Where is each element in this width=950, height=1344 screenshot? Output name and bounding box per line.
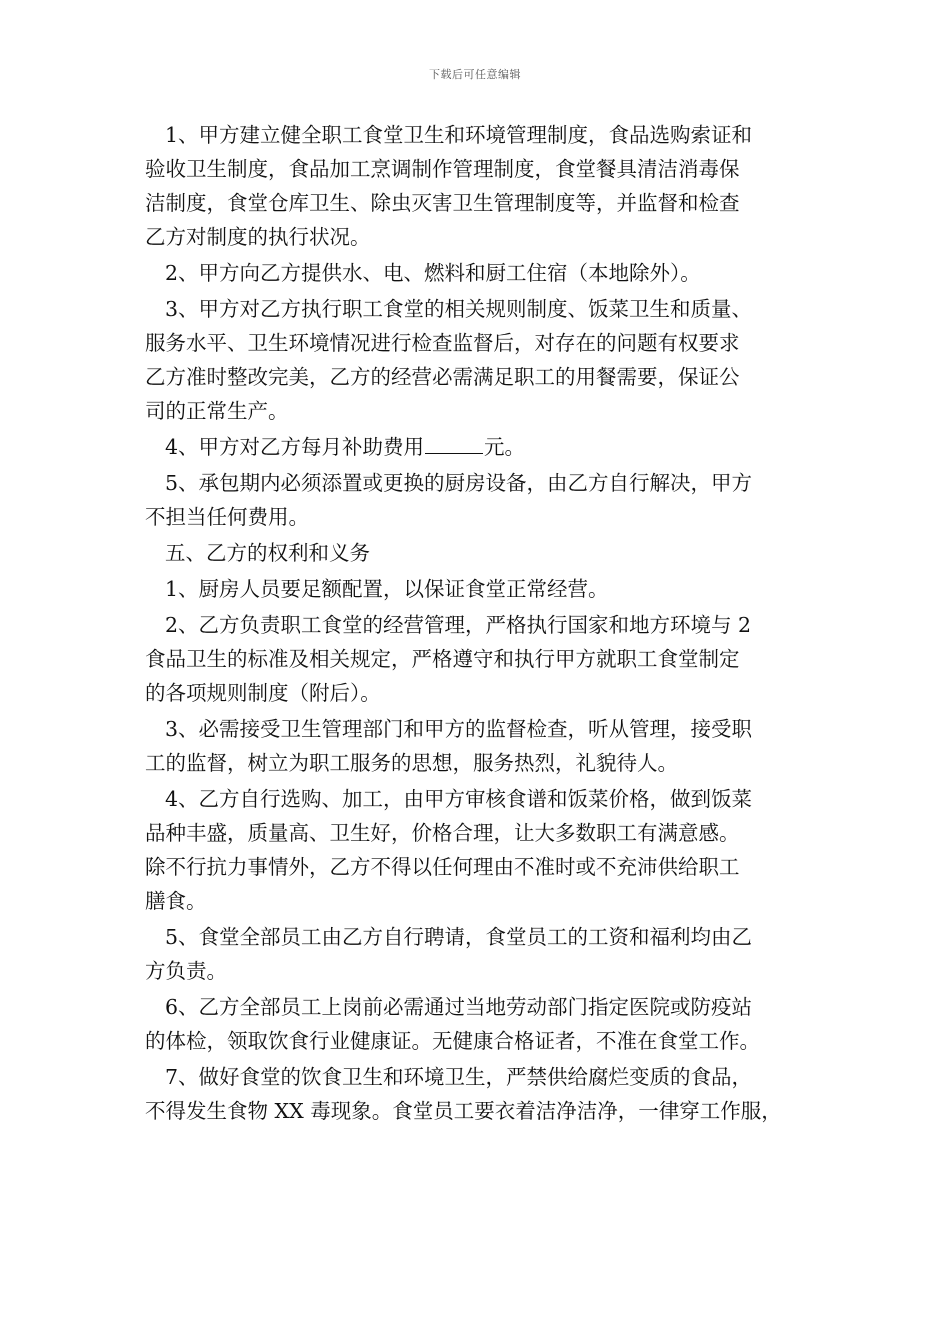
fill-in-blank[interactable] — [425, 433, 483, 454]
paragraph-line: 洁制度，食堂仓库卫生、除虫灭害卫生管理制度等，并监督和检查 — [145, 191, 740, 215]
paragraph-line: 验收卫生制度，食品加工烹调制作管理制度，食堂餐具清洁消毒保 — [145, 157, 740, 181]
paragraph-line: 7、做好食堂的饮食卫生和环境卫生，严禁供给腐烂变质的食品， — [165, 1065, 753, 1089]
paragraph-line: 1、厨房人员要足额配置，以保证食堂正常经营。 — [165, 577, 609, 601]
document-body — [145, 118, 825, 1128]
paragraph-line-with-blank — [145, 430, 825, 464]
paragraph-line: 方负责。 — [145, 959, 227, 983]
paragraph-line: 6、乙方全部员工上岗前必需通过当地劳动部门指定医院或防疫站 — [165, 995, 753, 1019]
paragraph-line: 2、甲方向乙方提供水、电、燃料和厨工住宿（本地除外）。 — [165, 261, 701, 285]
paragraph-line: 2、乙方负责职工食堂的经营管理，严格执行国家和地方环境与 2 — [165, 613, 752, 637]
paragraph-line: 乙方对制度的执行状况。 — [145, 225, 371, 249]
paragraph-line: 3、必需接受卫生管理部门和甲方的监督检查，听从管理，接受职 — [165, 717, 753, 741]
paragraph-line: 品种丰盛，质量高、卫生好，价格合理，让大多数职工有满意感。 — [145, 821, 740, 845]
paragraph-line: 司的正常生产。 — [145, 399, 289, 423]
subsidy-text: 4、甲方对乙方每月补助费用 — [165, 435, 425, 459]
page-header: 下载后可任意编辑 — [429, 68, 521, 81]
paragraph-line: 的各项规则制度（附后）。 — [145, 681, 381, 705]
paragraph-line: 不得发生食物 XX 毒现象。食堂员工要衣着洁净洁净，一律穿工作服， — [145, 1099, 782, 1123]
paragraph-line: 1、甲方建立健全职工食堂卫生和环境管理制度，食品选购索证和 — [165, 123, 753, 147]
paragraph-line: 除不行抗力事情外，乙方不得以任何理由不准时或不充沛供给职工 — [145, 855, 740, 879]
paragraph-line: 工的监督，树立为职工服务的思想，服务热烈，礼貌待人。 — [145, 751, 678, 775]
paragraph-line: 膳食。 — [145, 889, 207, 913]
paragraph-line: 乙方准时整改完美，乙方的经营必需满足职工的用餐需要，保证公 — [145, 365, 740, 389]
paragraph-line: 4、乙方自行选购、加工，由甲方审核食谱和饭菜价格，做到饭菜 — [165, 787, 753, 811]
paragraph-line: 服务水平、卫生环境情况进行检查监督后，对存在的问题有权要求 — [145, 331, 740, 355]
paragraph-line: 5、承包期内必须添置或更换的厨房设备，由乙方自行解决，甲方 — [165, 471, 753, 495]
section-heading: 五、乙方的权利和义务 — [165, 541, 370, 565]
subsidy-unit: 元。 — [484, 435, 526, 459]
paragraph-line: 的体检，领取饮食行业健康证。无健康合格证者，不准在食堂工作。 — [145, 1029, 760, 1053]
paragraph-line: 3、甲方对乙方执行职工食堂的相关规则制度、饭菜卫生和质量、 — [165, 297, 753, 321]
paragraph-line: 食品卫生的标准及相关规定，严格遵守和执行甲方就职工食堂制定 — [145, 647, 740, 671]
paragraph-line: 不担当任何费用。 — [145, 505, 309, 529]
paragraph-line: 5、食堂全部员工由乙方自行聘请，食堂员工的工资和福利均由乙 — [165, 925, 753, 949]
